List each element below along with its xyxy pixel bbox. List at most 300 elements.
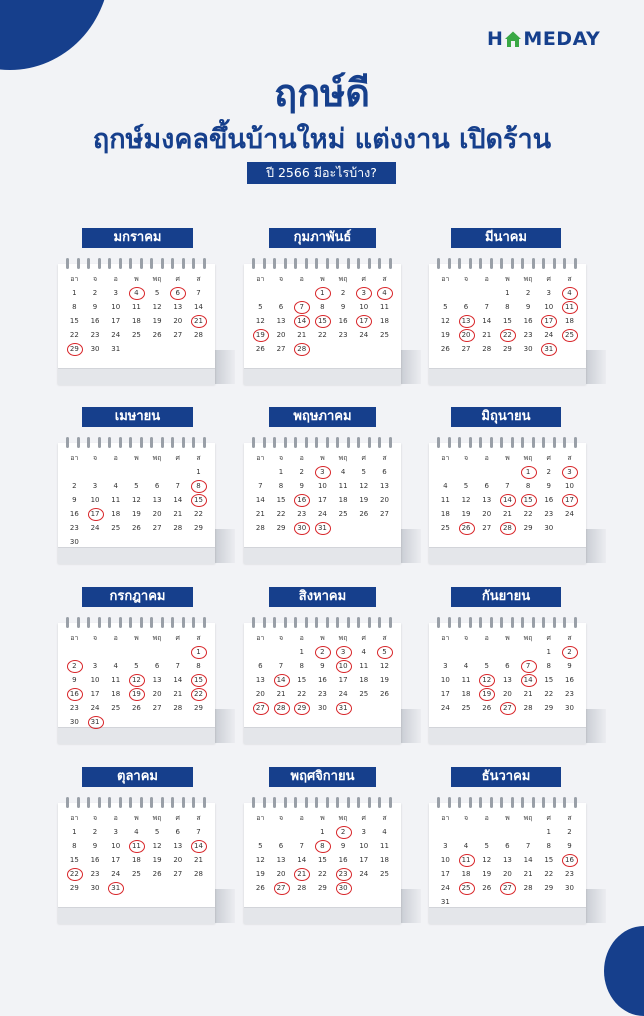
weekday-label: ศ [361,454,366,462]
binding-ring [357,258,360,269]
auspicious-day: 15 [312,314,333,328]
binding-ring [305,437,308,448]
month-label: มกราคม [82,228,193,248]
binding-ring [437,258,440,269]
day-cell: 26 [152,870,162,878]
binding-ring [171,617,174,628]
weekday-label: พฤ [523,634,533,642]
day-cell: 1 [320,828,325,836]
day-cell: 3 [113,828,118,836]
weekday-label: อ [484,454,489,462]
empty-cell [167,535,188,549]
day-cell: 12 [255,317,265,325]
day-cell: 10 [90,676,100,684]
day-cell: 18 [359,676,369,684]
day-cell: 9 [546,482,552,490]
day-cell: 1 [546,828,552,836]
binding-ring [315,797,318,808]
day-cell: 28 [194,331,203,339]
day-cell: 27 [173,870,183,878]
week-row [435,687,580,701]
auspicious-day: 3 [353,286,374,300]
binding-ring [129,617,132,628]
auspicious-day: 4 [126,286,147,300]
day-cell: 23 [317,690,327,698]
day-grid [250,631,395,715]
binding-ring [98,437,101,448]
binding-ring [458,258,461,269]
day-cell: 24 [111,870,121,878]
binding-ring [315,617,318,628]
day-cell: 10 [440,856,450,864]
week-row [64,881,209,895]
week-row [64,342,209,356]
auspicious-day: 31 [333,701,354,715]
binding-ring [469,437,472,448]
empty-cell [105,465,126,479]
empty-cell [476,825,497,839]
binding-ring [119,258,122,269]
binding-ring [448,617,451,628]
empty-cell [559,342,580,356]
empty-cell [167,881,188,895]
day-cell: 21 [173,690,183,698]
day-cell: 15 [502,317,512,325]
binding-ring [542,437,545,448]
spiral-binding [58,437,215,449]
weekday-label: อ [299,634,304,642]
day-cell: 21 [276,690,286,698]
day-cell: 18 [461,870,471,878]
weekday-label: อ [484,634,489,642]
week-row [250,881,395,895]
binding-ring [336,258,339,269]
empty-cell [374,342,395,356]
binding-ring [171,258,174,269]
weekday-label: พ [320,814,325,822]
binding-ring [479,258,482,269]
weekday-label: อา [256,275,265,283]
day-cell: 12 [482,856,492,864]
empty-cell [271,286,292,300]
weekday-label: อ [484,275,489,283]
binding-ring [542,797,545,808]
week-row [64,465,209,479]
empty-cell [250,825,271,839]
day-cell: 3 [92,482,98,490]
binding-ring [77,617,80,628]
day-cell: 5 [134,662,139,670]
day-cell: 15 [297,676,307,684]
empty-cell [105,535,126,549]
binding-ring [87,797,90,808]
day-cell: 20 [276,331,286,339]
binding-ring [437,797,440,808]
empty-cell [147,535,168,549]
page-subtitle: ฤกษ์มงคลขึ้นบ้านใหม่ แต่งงาน เปิดร้าน [92,124,552,155]
auspicious-day: 6 [167,286,188,300]
day-cell: 18 [111,510,121,518]
day-grid [250,272,395,356]
calendar-shadow [215,709,235,743]
calendar-shadow [401,709,421,743]
day-cell: 7 [258,482,263,490]
weekday-label: จ [278,454,284,462]
day-cell: 28 [523,704,533,712]
week-row [64,507,209,521]
binding-ring [326,617,329,628]
weekday-label: ส [382,454,387,462]
binding-ring [490,797,493,808]
day-cell: 21 [194,856,203,864]
day-grid [435,631,580,715]
day-cell: 28 [297,884,307,892]
page-title: ฤกษ์ดี [274,71,370,115]
auspicious-day: 2 [559,645,580,659]
weekday-label: อา [441,634,450,642]
day-cell: 27 [380,510,389,518]
spiral-binding [58,258,215,270]
month-label: มิถุนายน [451,407,561,427]
empty-cell [518,825,539,839]
binding-ring [77,258,80,269]
calendar-shadow [401,529,421,563]
month-label: กุมภาพันธ์ [269,228,376,248]
week-row [435,881,580,895]
binding-ring [458,437,461,448]
auspicious-day: 31 [85,715,106,729]
binding-ring [315,258,318,269]
weekday-label: จ [92,634,98,642]
empty-cell [518,645,539,659]
day-cell: 12 [152,842,162,850]
day-cell: 17 [111,317,121,325]
binding-ring [336,617,339,628]
day-cell: 9 [567,662,572,670]
logo-text-right: MEDAY [523,28,601,50]
day-cell: 27 [482,524,492,532]
spiral-binding [58,617,215,629]
day-cell: 5 [134,482,139,490]
day-cell: 11 [359,662,369,670]
day-cell: 30 [90,884,100,892]
day-cell: 11 [380,303,389,311]
weekday-label: อา [441,275,450,283]
binding-ring [389,437,392,448]
day-cell: 18 [380,856,389,864]
day-cell: 13 [502,676,512,684]
day-cell: 28 [173,704,183,712]
day-cell: 29 [317,884,327,892]
day-cell: 25 [461,704,471,712]
day-cell: 25 [338,510,348,518]
day-cell: 23 [565,870,574,878]
binding-ring [182,258,185,269]
house-icon [504,30,522,48]
empty-cell [126,342,147,356]
binding-ring [574,797,577,808]
day-cell: 14 [297,856,307,864]
day-cell: 1 [72,828,77,836]
day-cell: 11 [380,842,389,850]
day-cell: 10 [90,496,100,504]
day-cell: 28 [482,345,492,353]
binding-ring [305,797,308,808]
day-cell: 2 [546,468,552,476]
binding-ring [532,258,535,269]
calendar-stand [58,547,215,564]
binding-ring [252,258,255,269]
auspicious-day: 14 [291,314,312,328]
binding-ring [469,258,472,269]
day-cell: 19 [131,510,141,518]
weekday-row [250,272,395,286]
weekday-label: พ [505,275,510,283]
day-cell: 7 [299,842,304,850]
empty-cell [126,715,147,729]
day-cell: 8 [546,662,552,670]
day-cell: 23 [69,524,79,532]
day-cell: 2 [92,828,98,836]
month-label: ธันวาคม [451,767,561,787]
binding-ring [437,437,440,448]
auspicious-day: 11 [559,300,580,314]
day-cell: 8 [546,842,552,850]
binding-ring [574,437,577,448]
auspicious-day: 3 [312,465,333,479]
day-cell: 1 [505,289,510,297]
empty-cell [147,465,168,479]
binding-ring [347,437,350,448]
day-cell: 10 [359,842,369,850]
day-cell: 24 [90,704,100,712]
day-cell: 8 [72,303,77,311]
day-cell: 28 [194,870,203,878]
binding-ring [192,437,195,448]
day-cell: 24 [90,524,100,532]
binding-ring [458,797,461,808]
weekday-label: ส [196,454,201,462]
day-cell: 13 [152,676,162,684]
binding-ring [305,617,308,628]
empty-cell [374,701,395,715]
empty-cell [456,286,477,300]
day-cell: 16 [544,496,554,504]
day-cell: 14 [255,496,265,504]
day-cell: 8 [505,303,510,311]
binding-ring [553,797,556,808]
auspicious-day: 31 [312,521,333,535]
day-cell: 19 [482,870,492,878]
weekday-row [250,451,395,465]
weekday-label: ส [382,814,387,822]
empty-cell [497,825,518,839]
auspicious-day: 27 [497,881,518,895]
week-row [64,715,209,729]
calendar-stand [244,547,401,564]
day-cell: 24 [111,331,121,339]
day-cell: 4 [361,648,367,656]
week-row [435,839,580,853]
day-cell: 27 [461,345,471,353]
auspicious-day: 28 [291,342,312,356]
auspicious-day: 4 [559,286,580,300]
empty-cell [435,286,456,300]
auspicious-day: 15 [188,493,209,507]
auspicious-day: 29 [291,701,312,715]
day-cell: 6 [258,662,263,670]
binding-ring [469,617,472,628]
day-cell: 27 [152,704,162,712]
calendar-stand [58,727,215,744]
empty-cell [126,465,147,479]
day-cell: 15 [69,317,79,325]
weekday-label: ส [567,634,572,642]
day-cell: 24 [544,331,554,339]
binding-ring [294,258,297,269]
calendar-shadow [586,529,606,563]
day-cell: 7 [505,482,510,490]
day-cell: 3 [443,662,448,670]
binding-ring [521,617,524,628]
weekday-label: อ [299,275,304,283]
week-row [64,701,209,715]
day-cell: 29 [69,884,79,892]
binding-ring [500,797,503,808]
day-grid [250,811,395,895]
auspicious-day: 13 [456,314,477,328]
binding-ring [326,258,329,269]
binding-ring [161,617,164,628]
binding-ring [263,437,266,448]
empty-cell [126,535,147,549]
empty-cell [250,645,271,659]
weekday-label: อ [484,814,489,822]
auspicious-day: 8 [188,479,209,493]
day-cell: 8 [320,303,325,311]
auspicious-day: 7 [518,659,539,673]
empty-cell [167,465,188,479]
auspicious-day: 31 [538,342,559,356]
binding-ring [490,258,493,269]
weekday-label: พ [505,454,510,462]
day-cell: 12 [380,662,389,670]
day-cell: 10 [544,303,554,311]
binding-ring [273,258,276,269]
auspicious-day: 22 [188,687,209,701]
weekday-label: ศ [175,634,180,642]
day-cell: 29 [544,704,554,712]
binding-ring [389,797,392,808]
weekday-label: อา [256,814,265,822]
day-cell: 25 [111,524,121,532]
weekday-label: อ [113,814,118,822]
homeday-logo [487,28,600,50]
day-cell: 3 [361,828,367,836]
binding-ring [574,617,577,628]
day-cell: 11 [111,496,121,504]
auspicious-day: 22 [64,867,85,881]
binding-ring [66,797,69,808]
spiral-binding [244,617,401,629]
day-cell: 19 [359,496,369,504]
day-cell: 9 [72,676,77,684]
binding-ring [192,797,195,808]
binding-ring [479,437,482,448]
weekday-label: พ [134,814,139,822]
auspicious-day: 16 [559,853,580,867]
day-cell: 25 [111,704,121,712]
binding-ring [294,617,297,628]
week-row [435,507,580,521]
day-cell: 4 [134,828,139,836]
spiral-binding [244,258,401,270]
day-cell: 20 [380,496,389,504]
binding-ring [511,437,514,448]
auspicious-day: 31 [105,881,126,895]
weekday-label: อา [70,814,79,822]
day-cell: 16 [338,856,348,864]
day-cell: 18 [131,856,141,864]
auspicious-day: 14 [271,673,292,687]
binding-ring [87,617,90,628]
empty-cell [456,645,477,659]
day-cell: 2 [92,289,98,297]
week-row [435,701,580,715]
binding-ring [378,797,381,808]
day-cell: 24 [317,510,327,518]
auspicious-day: 15 [518,493,539,507]
empty-cell [353,521,374,535]
day-cell: 15 [276,496,286,504]
day-cell: 22 [276,510,286,518]
day-cell: 16 [338,317,348,325]
binding-ring [129,797,132,808]
weekday-row [250,631,395,645]
day-cell: 9 [340,842,346,850]
weekday-label: ศ [361,814,366,822]
day-cell: 22 [194,510,203,518]
empty-cell [147,715,168,729]
day-cell: 24 [440,884,450,892]
day-cell: 25 [380,870,389,878]
day-cell: 13 [152,496,162,504]
auspicious-day: 12 [126,673,147,687]
week-row [250,825,395,839]
week-row [64,479,209,493]
day-cell: 5 [258,842,263,850]
week-row [435,673,580,687]
auspicious-day: 14 [518,673,539,687]
week-row [64,535,209,549]
binding-ring [563,258,566,269]
binding-ring [273,437,276,448]
binding-ring [129,258,132,269]
binding-ring [479,617,482,628]
binding-ring [192,617,195,628]
auspicious-day: 16 [64,687,85,701]
binding-ring [357,617,360,628]
binding-ring [108,258,111,269]
binding-ring [511,617,514,628]
month-label: พฤศจิกายน [269,767,376,787]
binding-ring [263,617,266,628]
day-cell: 26 [255,884,265,892]
day-cell: 4 [113,482,118,490]
auspicious-day: 2 [333,825,354,839]
empty-cell [497,465,518,479]
binding-ring [458,617,461,628]
